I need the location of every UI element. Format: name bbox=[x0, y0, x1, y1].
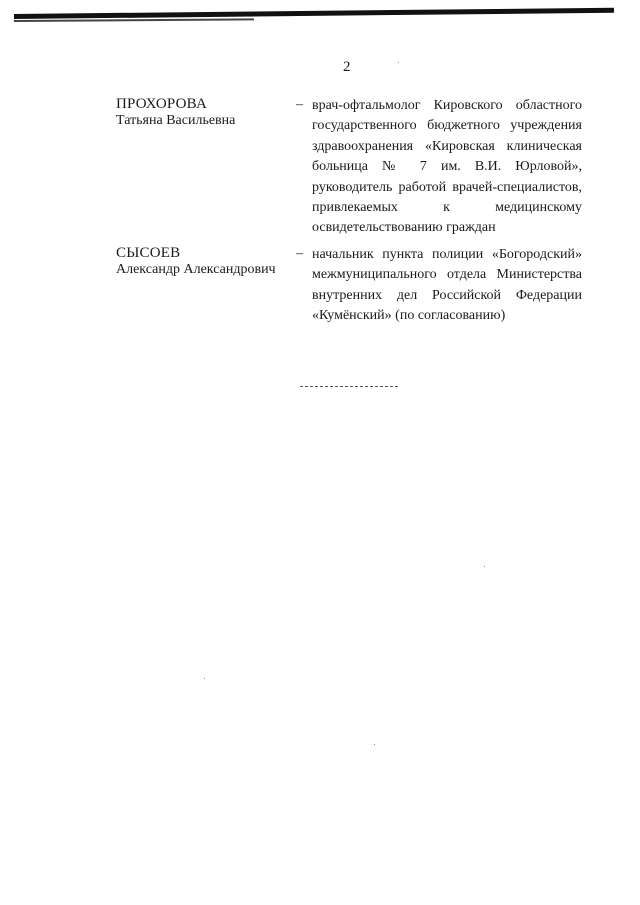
member-name bbox=[116, 96, 296, 129]
member-role: начальник пункта полиции «Богородский» межмуниципального отдела Министерства внутренних дел Российской Федерации «Кумёнский» (по согласованию) bbox=[312, 247, 582, 324]
member-name bbox=[116, 245, 296, 278]
member-dash: – bbox=[296, 246, 303, 261]
page-number: 2 bbox=[343, 59, 351, 75]
scan-speck bbox=[484, 566, 485, 567]
scan-speck bbox=[374, 744, 375, 745]
member-surname: СЫСОЕВ bbox=[116, 245, 181, 261]
scan-speck bbox=[204, 678, 205, 679]
member-given-name: Татьяна Васильевна bbox=[116, 113, 236, 128]
scan-top-border bbox=[14, 8, 614, 19]
scan-speck bbox=[398, 62, 399, 63]
member-role: врач-офтальмолог Кировского областного государственного бюджетного учреждения здравоохранения «Кировская клиническая больница № 7 им. В.И. Юрловой», руководитель работой врачей-специалистов, привлекаемых к медицинскому освидетельствованию граждан bbox=[312, 98, 582, 236]
member-given-name: Александр Александрович bbox=[116, 262, 276, 277]
member-dash: – bbox=[296, 97, 303, 112]
end-separator-line bbox=[300, 386, 398, 387]
member-surname: ПРОХОРОВА bbox=[116, 96, 207, 112]
scan-top-border-shadow bbox=[14, 18, 254, 22]
